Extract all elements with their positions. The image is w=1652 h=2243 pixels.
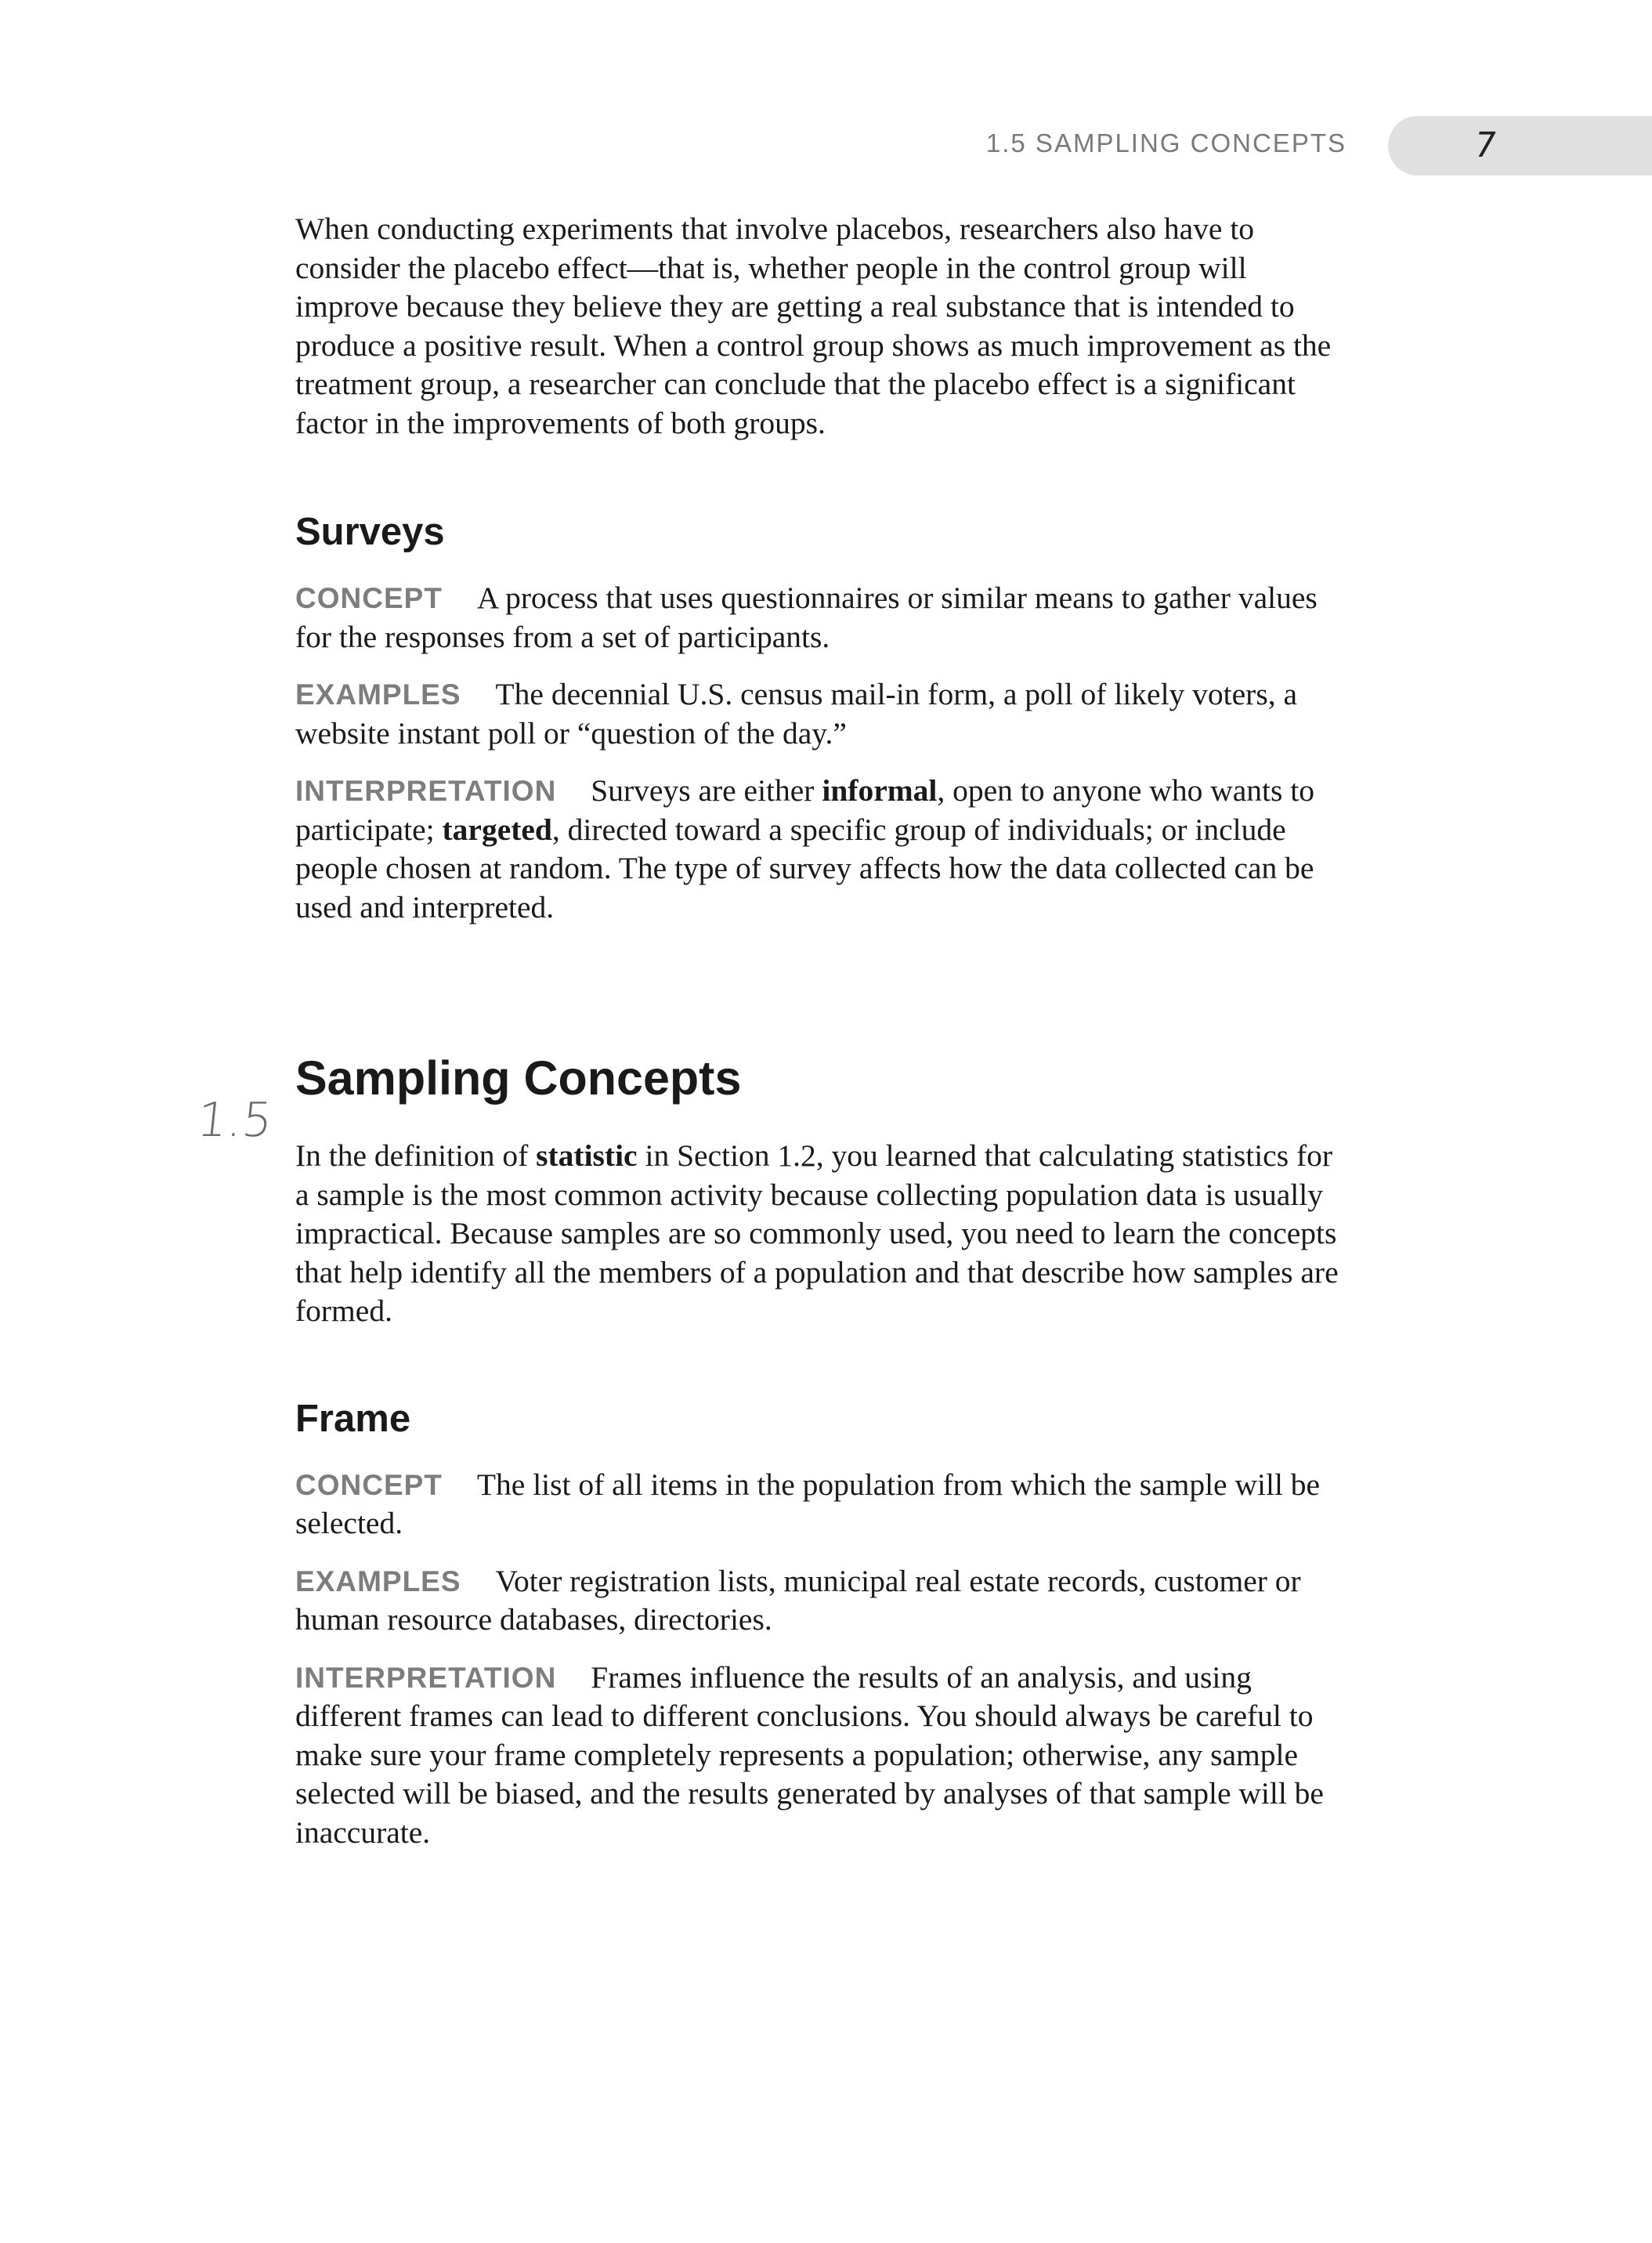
concept-label: CONCEPT (295, 582, 443, 614)
interpretation-text: , open to anyone who wants to participate; (295, 773, 1314, 847)
examples-label: EXAMPLES (295, 1565, 461, 1597)
section-number: 1.5 (194, 1093, 276, 1148)
concept-text: The list of all items in the population from which the sample will be selected. (295, 1467, 1321, 1540)
page-number-tab (1388, 116, 1652, 175)
examples-text: The decennial U.S. census mail-in form, a poll of likely voters, a website instant poll or “question of the day.” (295, 677, 1297, 751)
examples-label: EXAMPLES (295, 678, 461, 711)
concept-label: CONCEPT (295, 1468, 443, 1501)
surveys-heading: Surveys (295, 511, 445, 553)
intro-paragraph: When conducting experiments that involve placebos, researchers also have to consider the placebo effect—that is, whether people in the control group will improve because they believe they are getting a real substance that is intended to produce a positive result. When a control group shows as much improvement as the treatment group, a researcher can conclude that the placebo effect is a significant factor in the improvements of both groups. (295, 212, 1332, 440)
frame-concept (295, 1466, 1350, 1543)
frame-interpretation (295, 1659, 1350, 1853)
section-heading: Sampling Concepts (295, 1051, 742, 1105)
interpretation-label: INTERPRETATION (295, 1661, 557, 1694)
frame-heading: Frame (295, 1397, 411, 1440)
surveys-examples (295, 675, 1350, 753)
interpretation-text: Surveys are either (591, 773, 822, 808)
paragraph-text: in Section 1.2, you learned that calculating statistics for a sample is the most common activity because collecting population data is usually impractical. Because samples are so commonly used, you need to learn the concepts that help identify all the members of a population and that describe how samples are formed. (295, 1138, 1339, 1328)
sampling-paragraph (295, 1137, 1350, 1331)
body-column (295, 210, 1350, 1852)
interpretation-label: INTERPRETATION (295, 775, 557, 807)
surveys-concept (295, 579, 1350, 657)
concept-text: A process that uses questionnaires or similar means to gather values for the responses from a set of participants. (295, 581, 1318, 654)
examples-text: Voter registration lists, municipal real estate records, customer or human resource databases, directories. (295, 1563, 1301, 1637)
interpretation-text: Frames influence the results of an analysis, and using different frames can lead to different conclusions. You should always be careful to make sure your frame completely represents a population; otherwise, any sample selected will be biased, and the results generated by analyses of that sample will be inaccurate. (295, 1659, 1324, 1850)
term-informal: informal (822, 773, 938, 808)
interpretation-text: , directed toward a specific group of individuals; or include people chosen at random. The type of survey affects how the data collected can be used and interpreted. (295, 812, 1314, 924)
term-statistic: statistic (536, 1138, 638, 1173)
page-number: 7 (1470, 125, 1500, 165)
surveys-interpretation (295, 772, 1350, 927)
term-targeted: targeted (442, 812, 552, 847)
frame-examples (295, 1562, 1350, 1640)
paragraph-text: In the definition of (295, 1138, 537, 1173)
running-head: 1.5 SAMPLING CONCEPTS (985, 128, 1347, 157)
